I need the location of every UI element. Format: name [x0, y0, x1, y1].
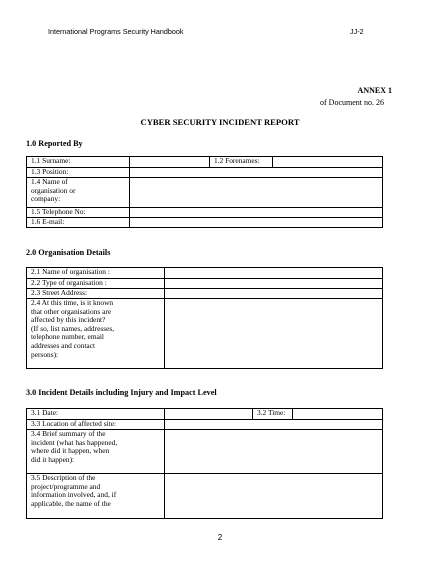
location-label: 3.3 Location of affected site:	[27, 420, 165, 430]
time-field[interactable]	[293, 409, 383, 420]
position-label: 1.3 Position:	[27, 168, 130, 178]
email-label: 1.6 E-mail:	[27, 218, 130, 228]
organisation-name-label: 1.4 Name of organisation or company:	[27, 178, 130, 208]
annex-label: ANNEX 1	[357, 86, 392, 95]
forenames-label: 1.2 Forenames:	[210, 157, 273, 168]
location-field[interactable]	[165, 420, 383, 430]
organisation-type-label: 2.2 Type of organisation :	[27, 279, 165, 289]
other-organisations-label: 2.4 At this time, is it known that other organisations are affected by this incident? (If so, list names, addresses, telephone number, email addresses and contact persons):	[27, 299, 165, 369]
reported-by-table	[26, 156, 383, 228]
telephone-field[interactable]	[130, 208, 383, 218]
running-header-code: JJ-2	[350, 27, 364, 36]
organisation-name-field[interactable]	[165, 268, 383, 279]
page-title: CYBER SECURITY INCIDENT REPORT	[140, 117, 300, 127]
organisation-type-field[interactable]	[165, 279, 383, 289]
section-heading-organisation-details: 2.0 Organisation Details	[26, 248, 111, 257]
telephone-label: 1.5 Telephone No:	[27, 208, 130, 218]
page-number: 2	[217, 533, 223, 542]
running-header-title: International Programs Security Handbook	[48, 27, 184, 36]
time-label: 3.2 Time:	[253, 409, 293, 420]
street-address-field[interactable]	[165, 289, 383, 299]
date-field[interactable]	[165, 409, 253, 420]
incident-summary-field[interactable]	[165, 430, 383, 474]
incident-summary-label: 3.4 Brief summary of the incident (what has happened, where did it happen, when did it happen):	[27, 430, 165, 474]
street-address-label: 2.3 Street Address:	[27, 289, 165, 299]
section-heading-reported-by: 1.0 Reported By	[26, 139, 83, 148]
document-reference: of Document no. 26	[320, 98, 384, 107]
other-organisations-field[interactable]	[165, 299, 383, 369]
date-label: 3.1 Date:	[27, 409, 165, 420]
project-description-label: 3.5 Description of the project/programme and information involved, and, if applicable, the name of the	[27, 474, 165, 519]
organisation-name-field[interactable]	[130, 178, 383, 208]
surname-label: 1.1 Surname:	[27, 157, 130, 168]
incident-details-table	[26, 408, 383, 519]
project-description-field[interactable]	[165, 474, 383, 519]
section-heading-incident-details: 3.0 Incident Details including Injury and Impact Level	[26, 388, 217, 397]
organisation-details-table	[26, 267, 383, 369]
surname-field[interactable]	[130, 157, 210, 168]
email-field[interactable]	[130, 218, 383, 228]
organisation-name-label: 2.1 Name of organisation :	[27, 268, 165, 279]
forenames-field[interactable]	[273, 157, 383, 168]
position-field[interactable]	[130, 168, 383, 178]
